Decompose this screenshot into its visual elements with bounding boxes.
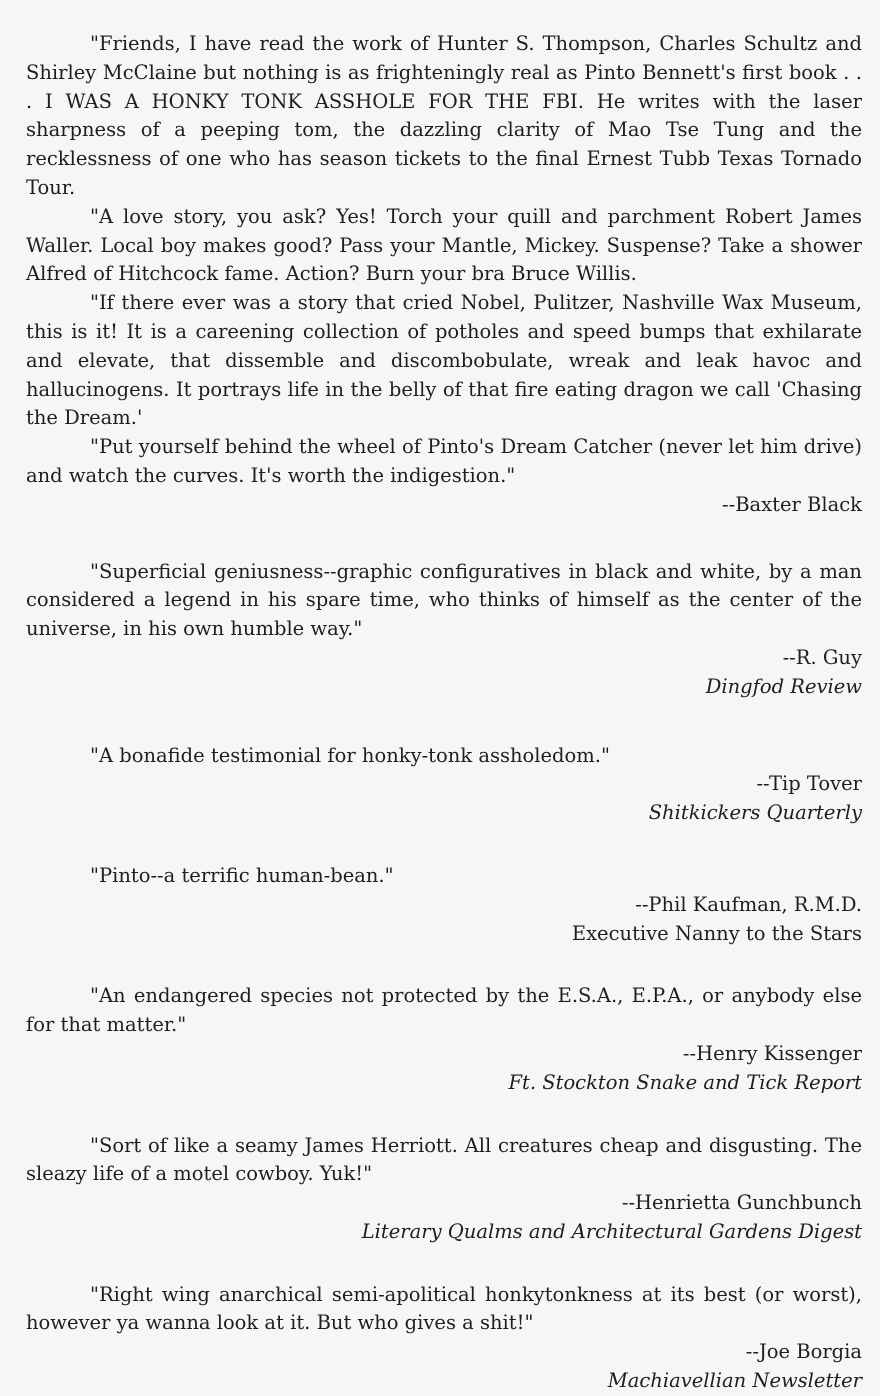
quote-paragraph: "Friends, I have read the work of Hunter S. Thompson, Charles Schultz and Shirley McClaine but nothing is as frighteningly real as Pinto Bennett's first book . . . I WAS A HONKY TONK ASSHOLE FOR THE FBI. He writes with the laser sharpness of a peeping tom, the dazzling clarity of Mao Tse Tung and the recklessness of one who has season tickets to the final Ernest Tubb Texas Tornado Tour. [26, 32, 862, 199]
quote-author: --Tip Tover [756, 772, 862, 796]
quote-source: Literary Qualms and Architectural Gardens Digest [361, 1219, 862, 1243]
quote-author: --Baxter Black [722, 492, 862, 516]
testimonial-tip-tover [26, 742, 862, 828]
quote-paragraph: "Superficial geniusness--graphic configuratives in black and white, by a man considered a legend in his spare time, who thinks of himself as the center of the universe, in his own humble way." [26, 559, 862, 641]
quote-source: Executive Nanny to the Stars [571, 921, 862, 945]
quote-paragraph: "Sort of like a seamy James Herriott. All creatures cheap and disgusting. The sleazy life of a motel cowboy. Yuk!" [26, 1133, 862, 1186]
testimonial-phil-kaufman [26, 862, 862, 948]
quote-author: --Henry Kissenger [682, 1041, 862, 1065]
testimonials-page [26, 30, 862, 1396]
testimonial-r-guy [26, 558, 862, 702]
quote-paragraph: "A love story, you ask? Yes! Torch your quill and parchment Robert James Waller. Local boy makes good? Pass your Mantle, Mickey. Suspense? Take a shower Alfred of Hitchcock fame. Action? Burn your bra Bruce Willis. [26, 204, 862, 286]
testimonial-baxter-black [26, 30, 862, 520]
quote-author: --Phil Kaufman, R.M.D. [635, 892, 862, 916]
quote-source: Dingfod Review [705, 674, 862, 698]
quote-author: --Joe Borgia [745, 1340, 862, 1364]
quote-author: --R. Guy [782, 645, 862, 669]
quote-source: Shitkickers Quarterly [648, 801, 862, 825]
testimonial-henrietta-gunchbunch [26, 1132, 862, 1247]
quote-paragraph: "Put yourself behind the wheel of Pinto's Dream Catcher (never let him drive) and watch the curves. It's worth the indigestion." [26, 435, 862, 487]
quote-author: --Henrietta Gunchbunch [621, 1191, 862, 1215]
quote-source: Machiavellian Newsletter [607, 1369, 862, 1393]
quote-paragraph: "A bonafide testimonial for honky-tonk assholedom." [90, 743, 610, 767]
quote-paragraph: "Pinto--a terrific human-bean." [90, 863, 394, 887]
quote-paragraph: "Right wing anarchical semi-apolitical honkytonkness at its best (or worst), however ya wanna look at it. But who gives a shit!" [26, 1282, 862, 1335]
testimonial-henry-kissenger [26, 982, 862, 1097]
quote-paragraph: "An endangered species not protected by the E.S.A., E.P.A., or anybody else for that matter." [26, 984, 862, 1037]
testimonial-joe-borgia [26, 1281, 862, 1396]
quote-paragraph: "If there ever was a story that cried Nobel, Pulitzer, Nashville Wax Museum, this is it! It is a careening collection of potholes and speed bumps that exhilarate and elevate, that dissemble and discombobulate, wreak and leak havoc and hallucinogens. It portrays life in the belly of that fire eating dragon we call 'Chasing the Dream.' [26, 291, 862, 430]
quote-source: Ft. Stockton Snake and Tick Report [508, 1070, 862, 1094]
